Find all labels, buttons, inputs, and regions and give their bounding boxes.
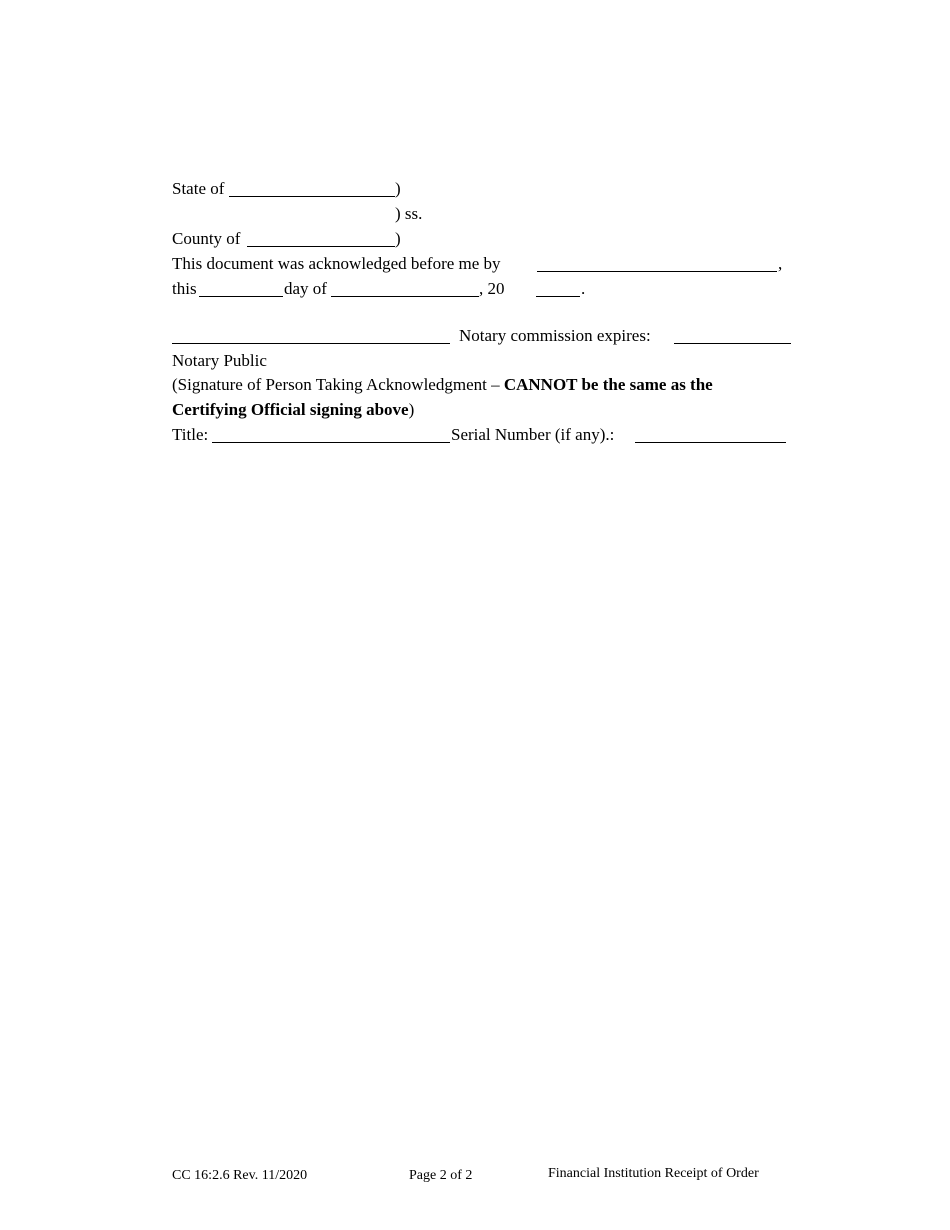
notary-signature-field[interactable] — [172, 323, 450, 344]
footer-form-name: Financial Institution Receipt of Order — [548, 1166, 759, 1181]
state-close-paren: ) — [395, 179, 401, 198]
commission-label: Notary commission expires: — [459, 326, 651, 345]
county-close-paren: ) — [395, 229, 401, 248]
day-of-label: day of — [284, 279, 327, 298]
signature-note-text — [172, 372, 713, 397]
ss-label: ) ss. — [395, 204, 423, 223]
serial-number-field[interactable] — [635, 422, 786, 443]
signature-note-warning-2: Certifying Official signing above — [172, 400, 409, 419]
acknowledged-by-field[interactable] — [537, 251, 777, 272]
date-period: . — [581, 279, 586, 298]
footer-form-code: CC 16:2.6 Rev. 11/2020 — [172, 1168, 308, 1183]
footer-page-number: Page 2 of 2 — [409, 1168, 473, 1183]
acknowledged-comma: , — [778, 254, 783, 273]
county-field[interactable] — [247, 226, 395, 247]
year-field[interactable] — [536, 276, 580, 297]
year-prefix: , 20 — [479, 279, 505, 298]
commission-expires-field[interactable] — [674, 323, 791, 344]
this-label: this — [172, 279, 197, 298]
state-label: State of — [172, 179, 225, 198]
notary-public-label: Notary Public — [172, 351, 267, 370]
signature-note-text-2 — [172, 397, 414, 422]
month-field[interactable] — [331, 276, 479, 297]
signature-note-suffix: ) — [408, 400, 415, 419]
signature-note-prefix: (Signature of Person Taking Acknowledgment – — [172, 375, 504, 394]
serial-label: Serial Number (if any).: — [451, 425, 615, 444]
day-field[interactable] — [199, 276, 283, 297]
title-label: Title: — [172, 425, 209, 444]
county-label: County of — [172, 229, 241, 248]
signature-note-warning: CANNOT be the same as the — [503, 375, 713, 394]
acknowledged-text: This document was acknowledged before me by — [172, 254, 501, 273]
title-field[interactable] — [212, 422, 450, 443]
state-field[interactable] — [229, 176, 395, 197]
